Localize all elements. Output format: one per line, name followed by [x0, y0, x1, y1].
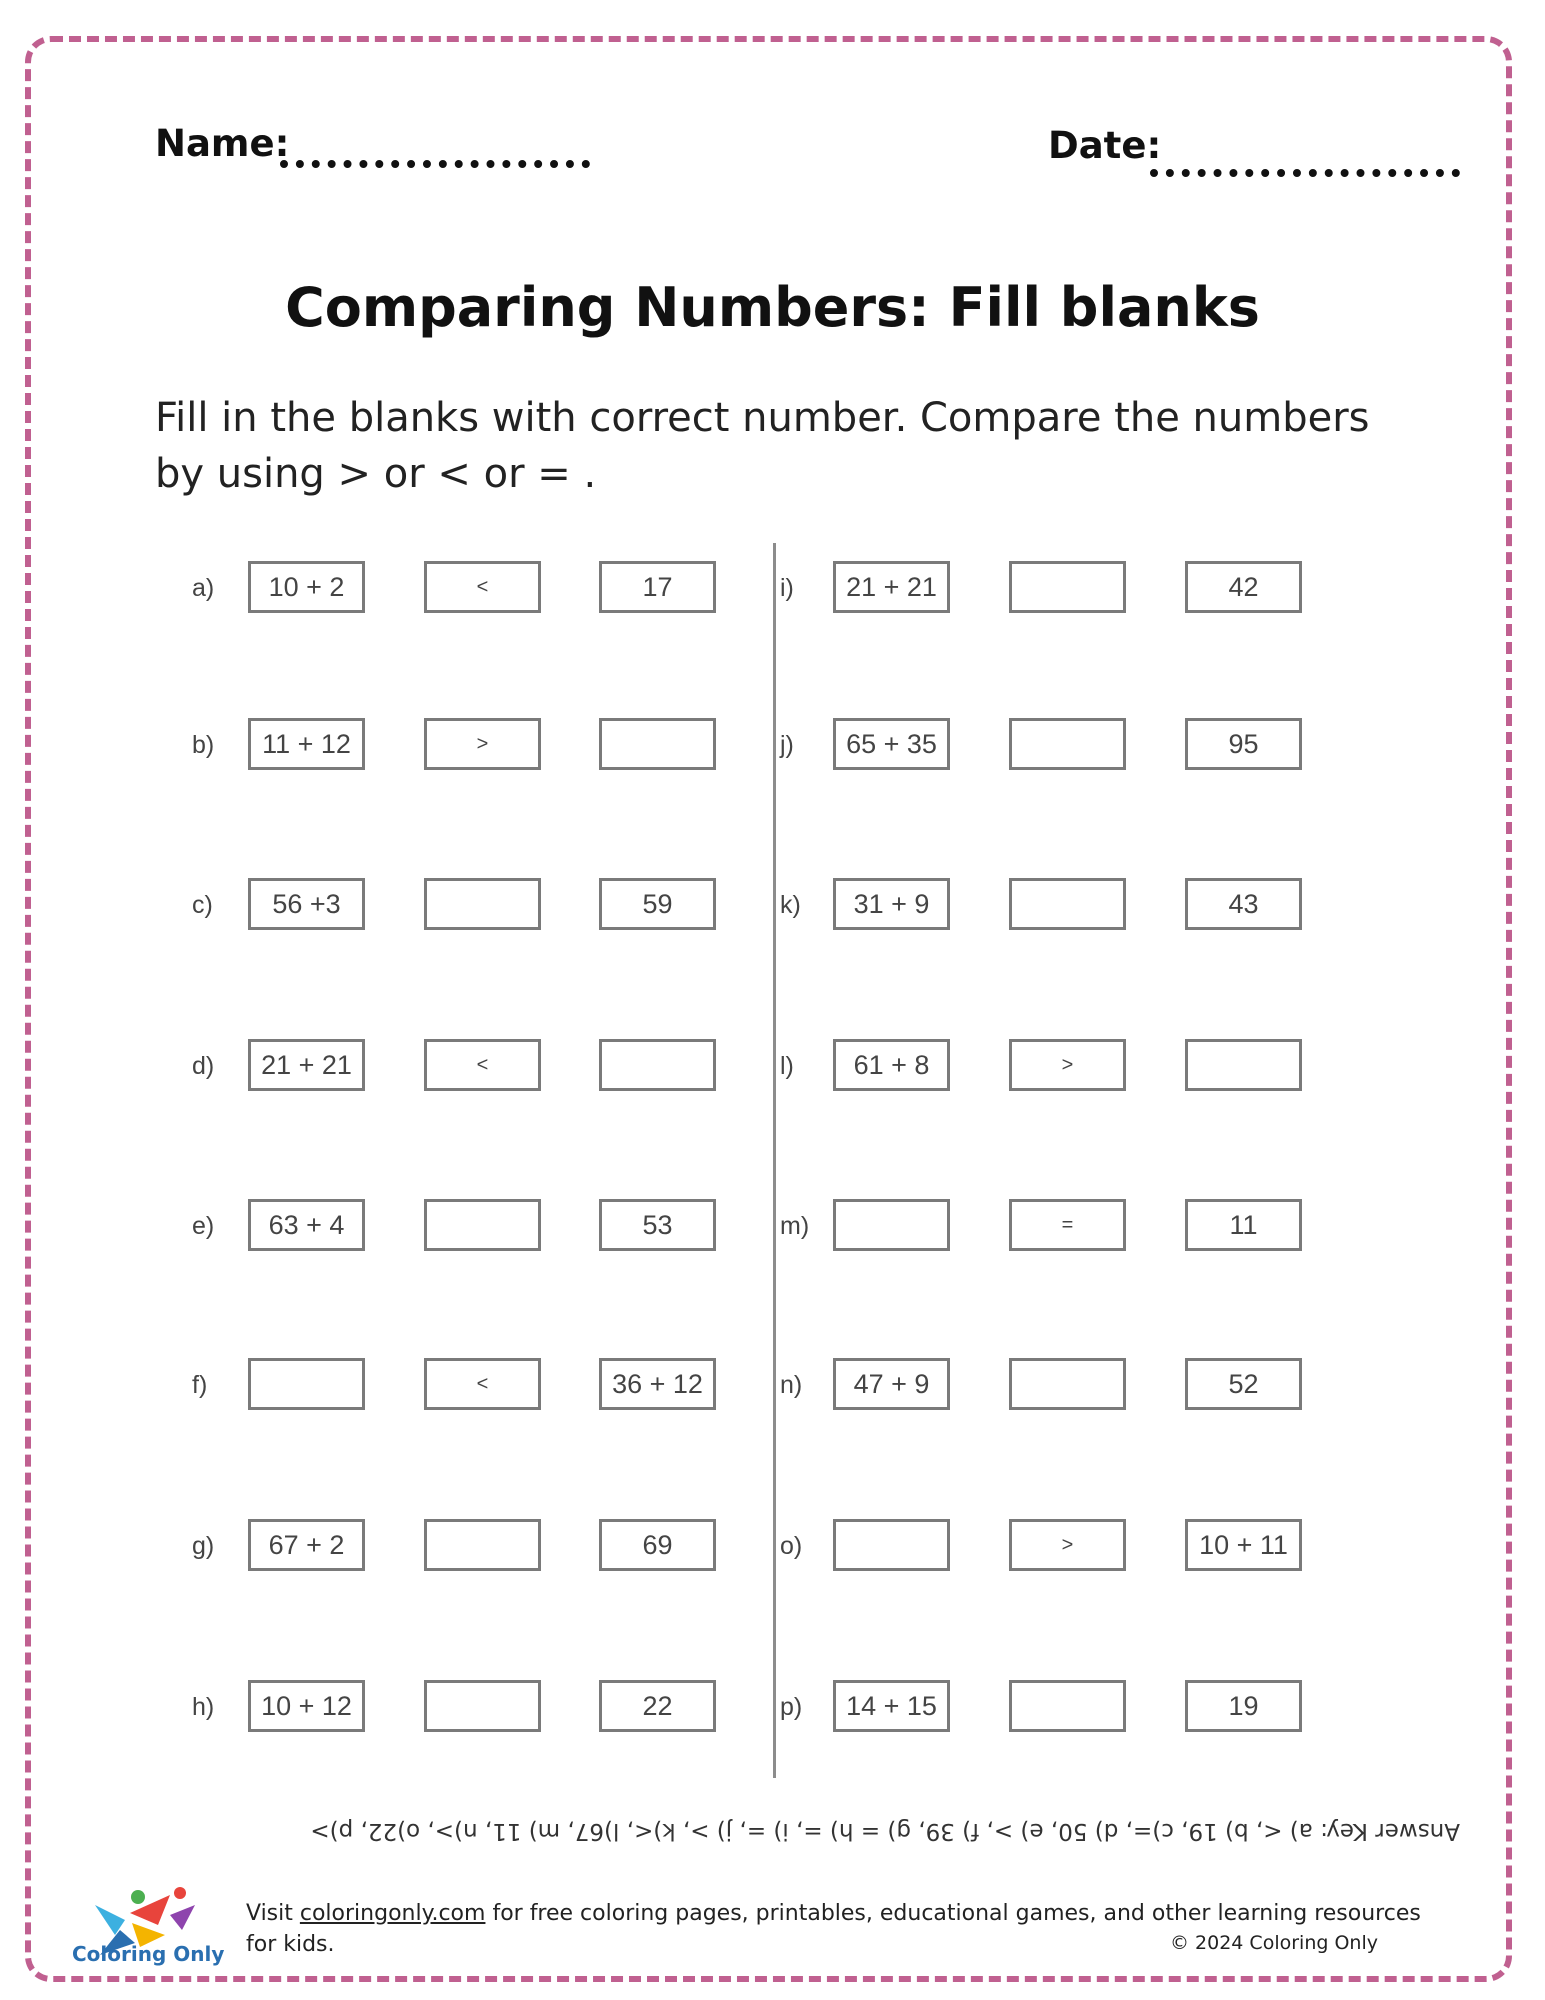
page-title: Comparing Numbers: Fill blanks: [285, 276, 1260, 339]
comparison-box[interactable]: <: [424, 1039, 541, 1091]
row-label: m): [780, 1212, 810, 1240]
row-label: c): [192, 891, 213, 919]
left-number-box[interactable]: [833, 1519, 950, 1571]
comparison-box[interactable]: [1009, 561, 1126, 613]
name-label: Name:: [155, 122, 290, 165]
site-link[interactable]: coloringonly.com: [299, 1901, 486, 1926]
comparison-box[interactable]: >: [424, 718, 541, 770]
right-number-box[interactable]: 11: [1185, 1199, 1302, 1251]
right-number-box[interactable]: 10 + 11: [1185, 1519, 1302, 1571]
right-number-box[interactable]: 95: [1185, 718, 1302, 770]
row-label: h): [192, 1693, 215, 1721]
left-number-box[interactable]: 14 + 15: [833, 1680, 950, 1732]
row-label: l): [780, 1052, 794, 1080]
row-label: j): [780, 731, 794, 759]
comparison-box[interactable]: [1009, 718, 1126, 770]
left-number-box[interactable]: 10 + 12: [248, 1680, 365, 1732]
row-label: o): [780, 1532, 803, 1560]
date-label: Date:: [1048, 124, 1162, 167]
footer-rest: for free coloring pages, printables, educational games, and other learning resources for kids.: [246, 1901, 1421, 1957]
right-number-box[interactable]: 53: [599, 1199, 716, 1251]
answer-key: Answer Key: a) <, b) 19, c)=, d) 50, e) >, f) 39, g) = h) =, i) =, j) >, k)<, l)67, m) 11, n)>, o)22, p)>: [310, 1818, 1460, 1844]
right-number-box[interactable]: 59: [599, 878, 716, 930]
row-label: n): [780, 1371, 803, 1399]
right-number-box[interactable]: 52: [1185, 1358, 1302, 1410]
row-label: a): [192, 574, 215, 602]
comparison-box[interactable]: <: [424, 1358, 541, 1410]
right-number-box[interactable]: 42: [1185, 561, 1302, 613]
name-blank[interactable]: [280, 160, 590, 168]
left-number-box[interactable]: 67 + 2: [248, 1519, 365, 1571]
comparison-box[interactable]: =: [1009, 1199, 1126, 1251]
right-number-box[interactable]: 43: [1185, 878, 1302, 930]
row-label: g): [192, 1532, 215, 1560]
row-label: p): [780, 1693, 803, 1721]
comparison-box[interactable]: <: [424, 561, 541, 613]
left-number-box[interactable]: 21 + 21: [833, 561, 950, 613]
right-number-box[interactable]: [599, 1039, 716, 1091]
comparison-box[interactable]: [1009, 1358, 1126, 1410]
right-number-box[interactable]: 22: [599, 1680, 716, 1732]
copyright-text: © 2024 Coloring Only: [1170, 1932, 1378, 1954]
row-label: k): [780, 891, 801, 919]
row-label: d): [192, 1052, 215, 1080]
right-number-box[interactable]: 19: [1185, 1680, 1302, 1732]
comparison-box[interactable]: [1009, 878, 1126, 930]
row-label: f): [192, 1371, 208, 1399]
left-number-box[interactable]: 65 + 35: [833, 718, 950, 770]
row-label: e): [192, 1212, 215, 1240]
left-number-box[interactable]: 61 + 8: [833, 1039, 950, 1091]
comparison-box[interactable]: [1009, 1680, 1126, 1732]
left-number-box[interactable]: 11 + 12: [248, 718, 365, 770]
right-number-box[interactable]: [599, 718, 716, 770]
left-number-box[interactable]: [833, 1199, 950, 1251]
instructions-text: Fill in the blanks with correct number. Compare the numbers by using > or < or = .: [155, 395, 1370, 497]
comparison-box[interactable]: [424, 1680, 541, 1732]
left-number-box[interactable]: 10 + 2: [248, 561, 365, 613]
logo-text: Coloring Only: [72, 1942, 225, 1966]
right-number-box[interactable]: 17: [599, 561, 716, 613]
right-number-box[interactable]: 69: [599, 1519, 716, 1571]
left-number-box[interactable]: [248, 1358, 365, 1410]
left-number-box[interactable]: 56 +3: [248, 878, 365, 930]
left-number-box[interactable]: 31 + 9: [833, 878, 950, 930]
footer-visit: Visit: [246, 1901, 300, 1926]
comparison-box[interactable]: [424, 878, 541, 930]
comparison-box[interactable]: >: [1009, 1519, 1126, 1571]
column-divider: [773, 543, 776, 1778]
comparison-box[interactable]: >: [1009, 1039, 1126, 1091]
row-label: i): [780, 574, 794, 602]
date-blank[interactable]: [1150, 169, 1460, 177]
left-number-box[interactable]: 47 + 9: [833, 1358, 950, 1410]
comparison-box[interactable]: [424, 1519, 541, 1571]
left-number-box[interactable]: 63 + 4: [248, 1199, 365, 1251]
row-label: b): [192, 731, 215, 759]
right-number-box[interactable]: 36 + 12: [599, 1358, 716, 1410]
left-number-box[interactable]: 21 + 21: [248, 1039, 365, 1091]
comparison-box[interactable]: [424, 1199, 541, 1251]
right-number-box[interactable]: [1185, 1039, 1302, 1091]
